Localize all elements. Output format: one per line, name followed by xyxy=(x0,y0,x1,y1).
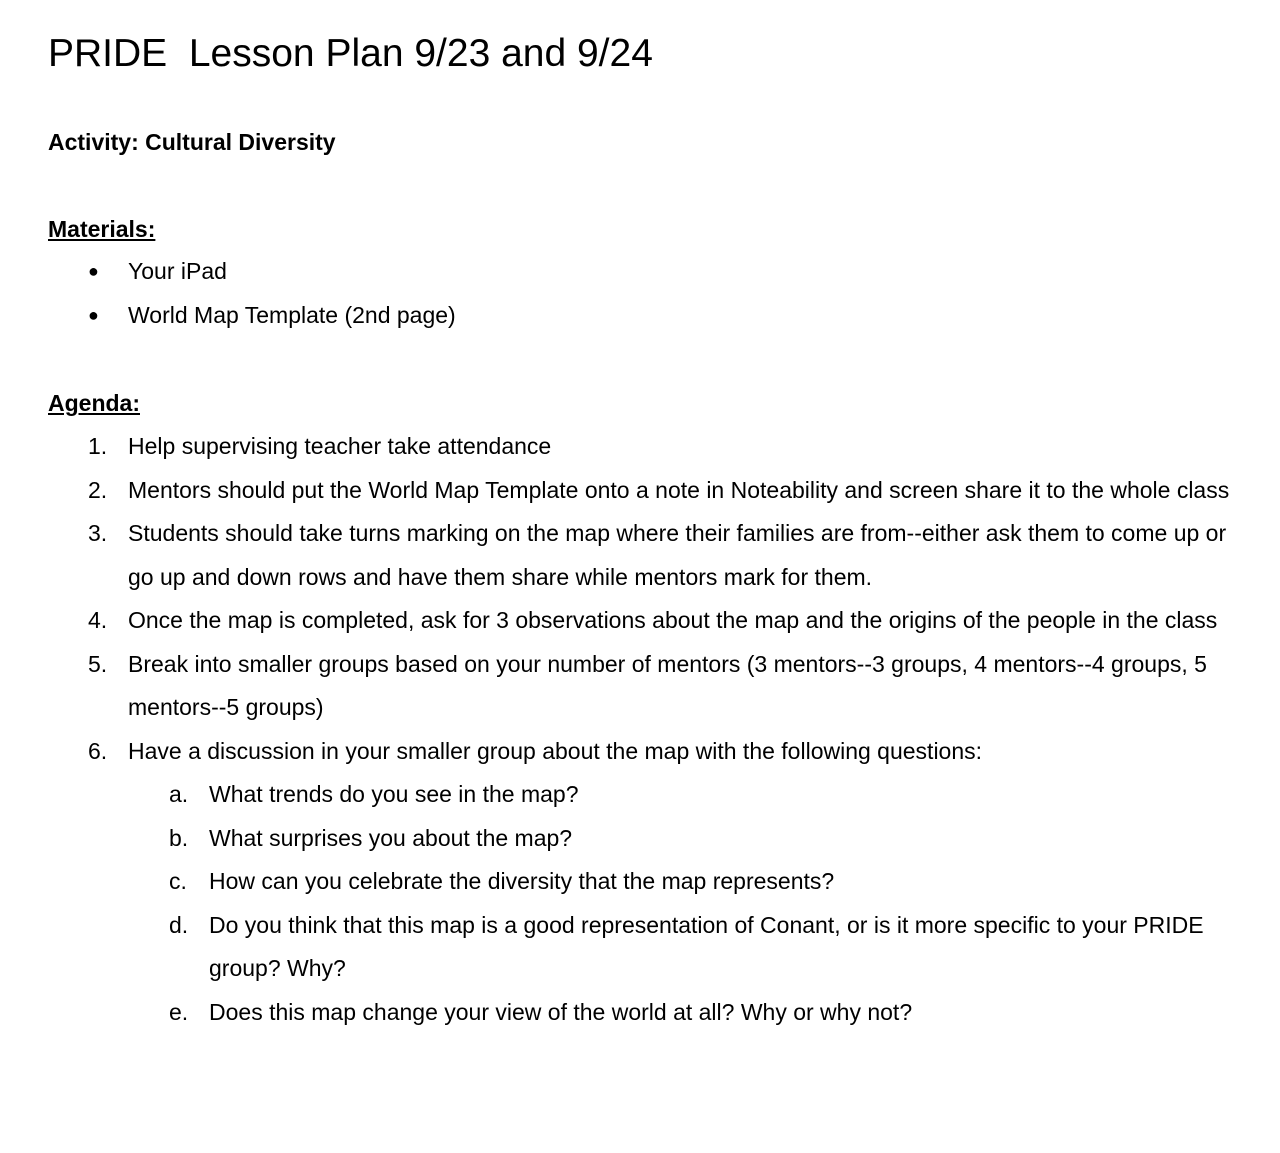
agenda-item xyxy=(88,512,1253,599)
agenda-list xyxy=(88,425,1253,1034)
agenda-item xyxy=(88,730,1253,1035)
question-letter: b. xyxy=(169,824,189,851)
question-text: How can you celebrate the diversity that the map represents? xyxy=(209,868,835,894)
question-letter: d. xyxy=(169,911,189,938)
agenda-item-number: 3. xyxy=(88,520,108,546)
bullet-icon: ● xyxy=(88,304,99,325)
agenda-item xyxy=(88,643,1253,730)
agenda-item-text: Students should take turns marking on the map where their families are from--either ask them to come up or go up and down rows and have them share while mentors mark for them. xyxy=(128,520,1227,590)
question-item xyxy=(169,991,1209,1035)
agenda-item-number: 2. xyxy=(88,476,108,503)
agenda-item-text: Once the map is completed, ask for 3 observations about the map and the origins of the people in the class xyxy=(128,607,1218,633)
question-text: Do you think that this map is a good representation of Conant, or is it more specific to your PRIDE group? Why? xyxy=(209,911,1204,981)
materials-item-text: World Map Template (2nd page) xyxy=(128,301,456,328)
question-text: What surprises you about the map? xyxy=(209,824,573,851)
materials-list xyxy=(88,250,1248,337)
question-item xyxy=(169,904,1209,991)
question-list xyxy=(128,773,1209,1034)
agenda-item-text: Break into smaller groups based on your number of mentors (3 mentors--3 groups, 4 mentors--4 groups, 5 mentors--5 groups) xyxy=(128,650,1207,720)
agenda-item-number: 6. xyxy=(88,737,108,764)
question-text: Does this map change your view of the world at all? Why or why not? xyxy=(209,998,913,1025)
agenda-item-number: 1. xyxy=(88,433,108,459)
question-letter: c. xyxy=(169,868,187,894)
question-letter: e. xyxy=(169,998,189,1025)
question-letter: a. xyxy=(169,781,189,807)
agenda-item xyxy=(88,469,1253,513)
materials-item xyxy=(88,250,1248,294)
agenda-item xyxy=(88,599,1253,643)
materials-item xyxy=(88,294,1248,338)
question-item xyxy=(169,773,1209,817)
materials-item-text: Your iPad xyxy=(128,258,227,284)
agenda-item-text: Have a discussion in your smaller group about the map with the following questions: xyxy=(128,737,983,764)
materials-heading: Materials: xyxy=(48,216,156,242)
activity-line: Activity: Cultural Diversity xyxy=(48,129,336,155)
question-item xyxy=(169,817,1209,861)
agenda-heading: Agenda: xyxy=(48,390,140,416)
question-text: What trends do you see in the map? xyxy=(209,781,579,807)
agenda-item-text: Mentors should put the World Map Template onto a note in Noteability and screen share it to the whole class xyxy=(128,476,1230,503)
agenda-item xyxy=(88,425,1253,469)
question-item xyxy=(169,860,1209,904)
bullet-icon: ● xyxy=(88,261,99,281)
document-title: PRIDE Lesson Plan 9/23 and 9/24 xyxy=(48,32,653,75)
agenda-item-text: Help supervising teacher take attendance xyxy=(128,433,552,459)
agenda-item-number: 5. xyxy=(88,650,108,677)
agenda-item-number: 4. xyxy=(88,607,108,633)
